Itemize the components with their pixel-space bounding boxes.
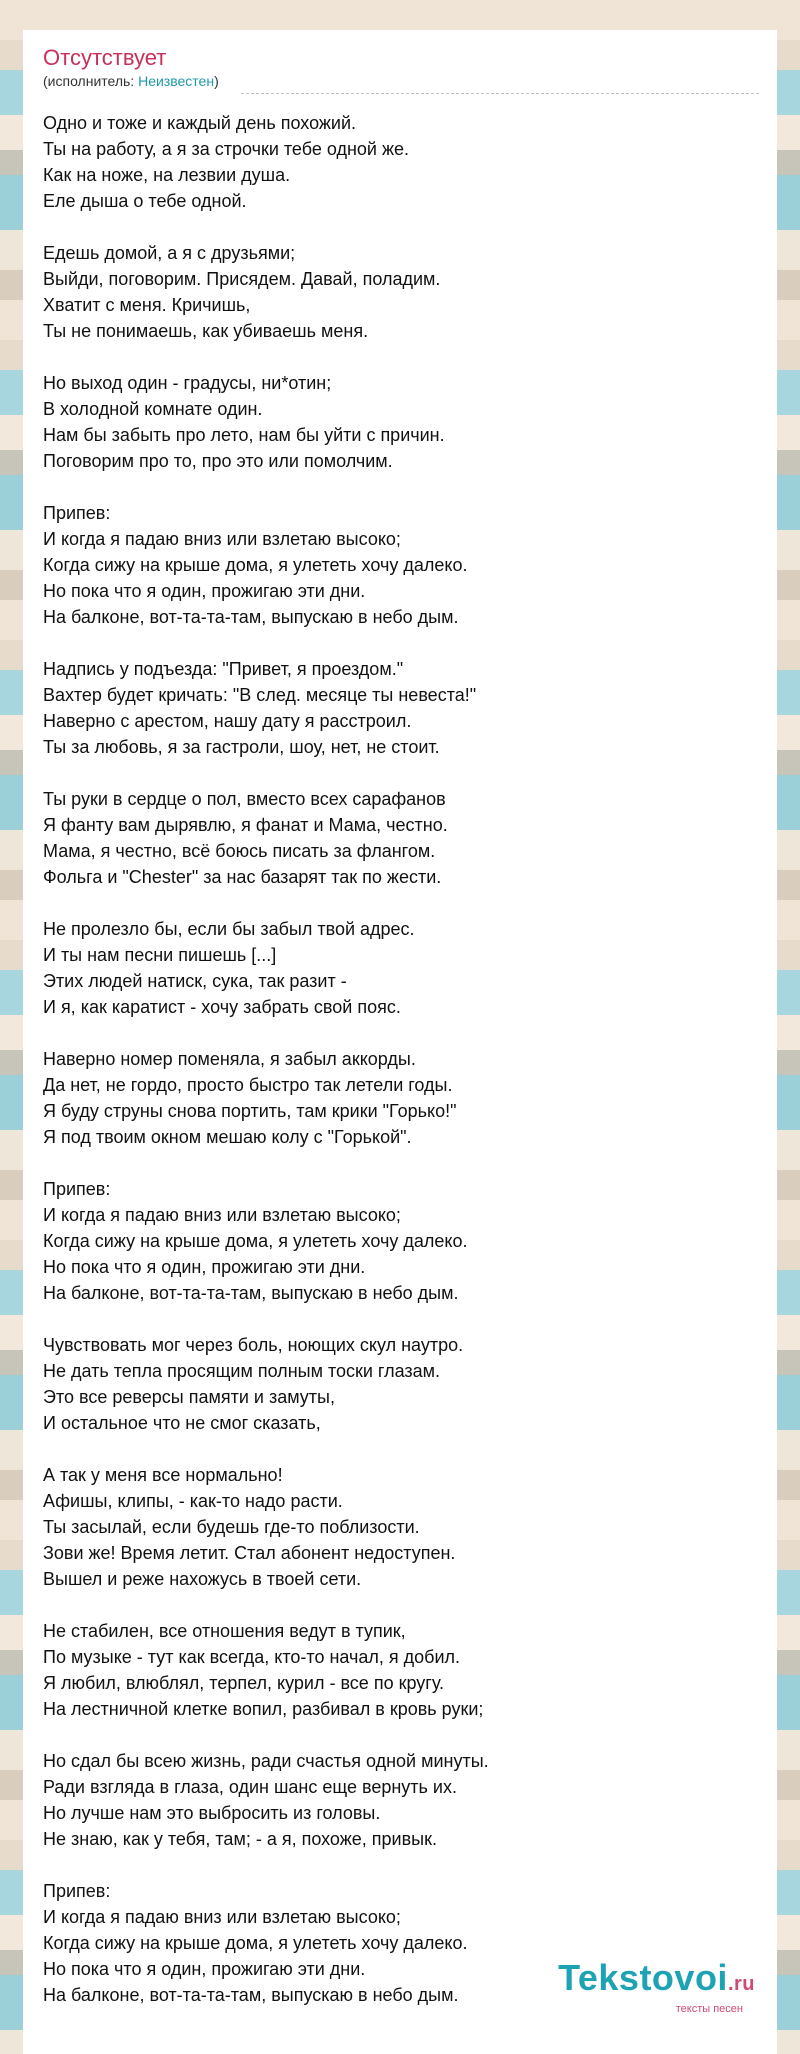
song-title: Отсутствует (43, 45, 167, 70)
lyrics-card (23, 30, 777, 2054)
logo-wordmark (558, 1957, 755, 1999)
logo-tagline: тексты песен (675, 2003, 743, 2015)
lyrics-text: Одно и тоже и каждый день похожий. Ты на работу, а я за строчки тебе одной же. Как на ноже, на лезвии душа. Еле дыша о тебе одной. Едешь домой, а я с друзьями; Выйди, поговорим. Присядем. Давай, поладим. Хватит с меня. Кричишь, Ты не понимаешь, как убиваешь меня. Но выход один - градусы, ни*отин; В холодной комнате один. Нам бы забыть про лето, нам бы уйти с причин. Поговорим про то, про это или помолчим. Припев: И когда я падаю вниз или взлетаю высоко; Когда сижу на крыше дома, я улететь хочу далеко. Но пока что я один, прожигаю эти дни. На балконе, вот-та-та-там, выпускаю в небо дым. Надпись у подъезда: "Привет, я проездом." Вахтер будет кричать: "В след. месяце ты невеста!" Наверно с арестом, нашу дату я расстроил. Ты за любовь, я за гастроли, шоу, нет, не стоит. Ты руки в сердце о пол, вместо всех сарафанов Я фанту вам дырявлю, я фанат и Мама, честно. Мама, я честно, всё боюсь писать за флангом. Фольга и "Chester" за нас базарят так по жести. Не пролезло бы, если бы забыл твой адрес. И ты нам песни пишешь [...] Этих людей натиск, сука, так разит - И я, как каратист - хочу забрать свой пояс. Наверно номер поменяла, я забыл аккорды. Да нет, не гордо, просто быстро так летели годы. Я буду струны снова портить, там крики "Горько!" Я под твоим окном мешаю колу с "Горькой". Припев: И когда я падаю вниз или взлетаю высоко; Когда сижу на крыше дома, я улететь хочу далеко. Но пока что я один, прожигаю эти дни. На балконе, вот-та-та-там, выпускаю в небо дым. Чувствовать мог через боль, ноющих скул наутро. Не дать тепла просящим полным тоски глазам. Это все реверсы памяти и замуты, И остальное что не смог сказать, А так у меня все нормально! Афишы, клипы, - как-то надо расти. Ты засылай, если будешь где-то поблизости. Зови же! Время летит. Стал абонент недоступен. Вышел и реже нахожусь в твоей сети. Не стабилен, все отношения ведут в тупик, По музыке - тут как всегда, кто-то начал, я добил. Я любил, влюблял, терпел, курил - все по кругу. На лестничной клетке вопил, разбивал в кровь руки; Но сдал бы всею жизнь, ради счастья одной минуты. Ради взгляда в глаза, один шанс еще вернуть их. Но лучше нам это выбросить из головы. Не знаю, как у тебя, там; - а я, похоже, привык. Припев: И когда я падаю вниз или взлетаю высоко; Когда сижу на крыше дома, я улететь хочу далеко. Но пока что я один, прожигаю эти дни. На балконе, вот-та-та-там, выпускаю в небо дым. (43, 113, 489, 2005)
artist-line (43, 73, 219, 89)
divider (241, 93, 759, 94)
site-logo[interactable] (545, 1957, 755, 2027)
artist-link[interactable]: Неизвестен (138, 73, 215, 89)
logo-domain: .ru (727, 1973, 755, 1995)
logo-name: Tekstovoi (558, 1957, 728, 1998)
artist-suffix: ) (214, 73, 219, 89)
artist-prefix: (исполнитель: (43, 73, 139, 89)
